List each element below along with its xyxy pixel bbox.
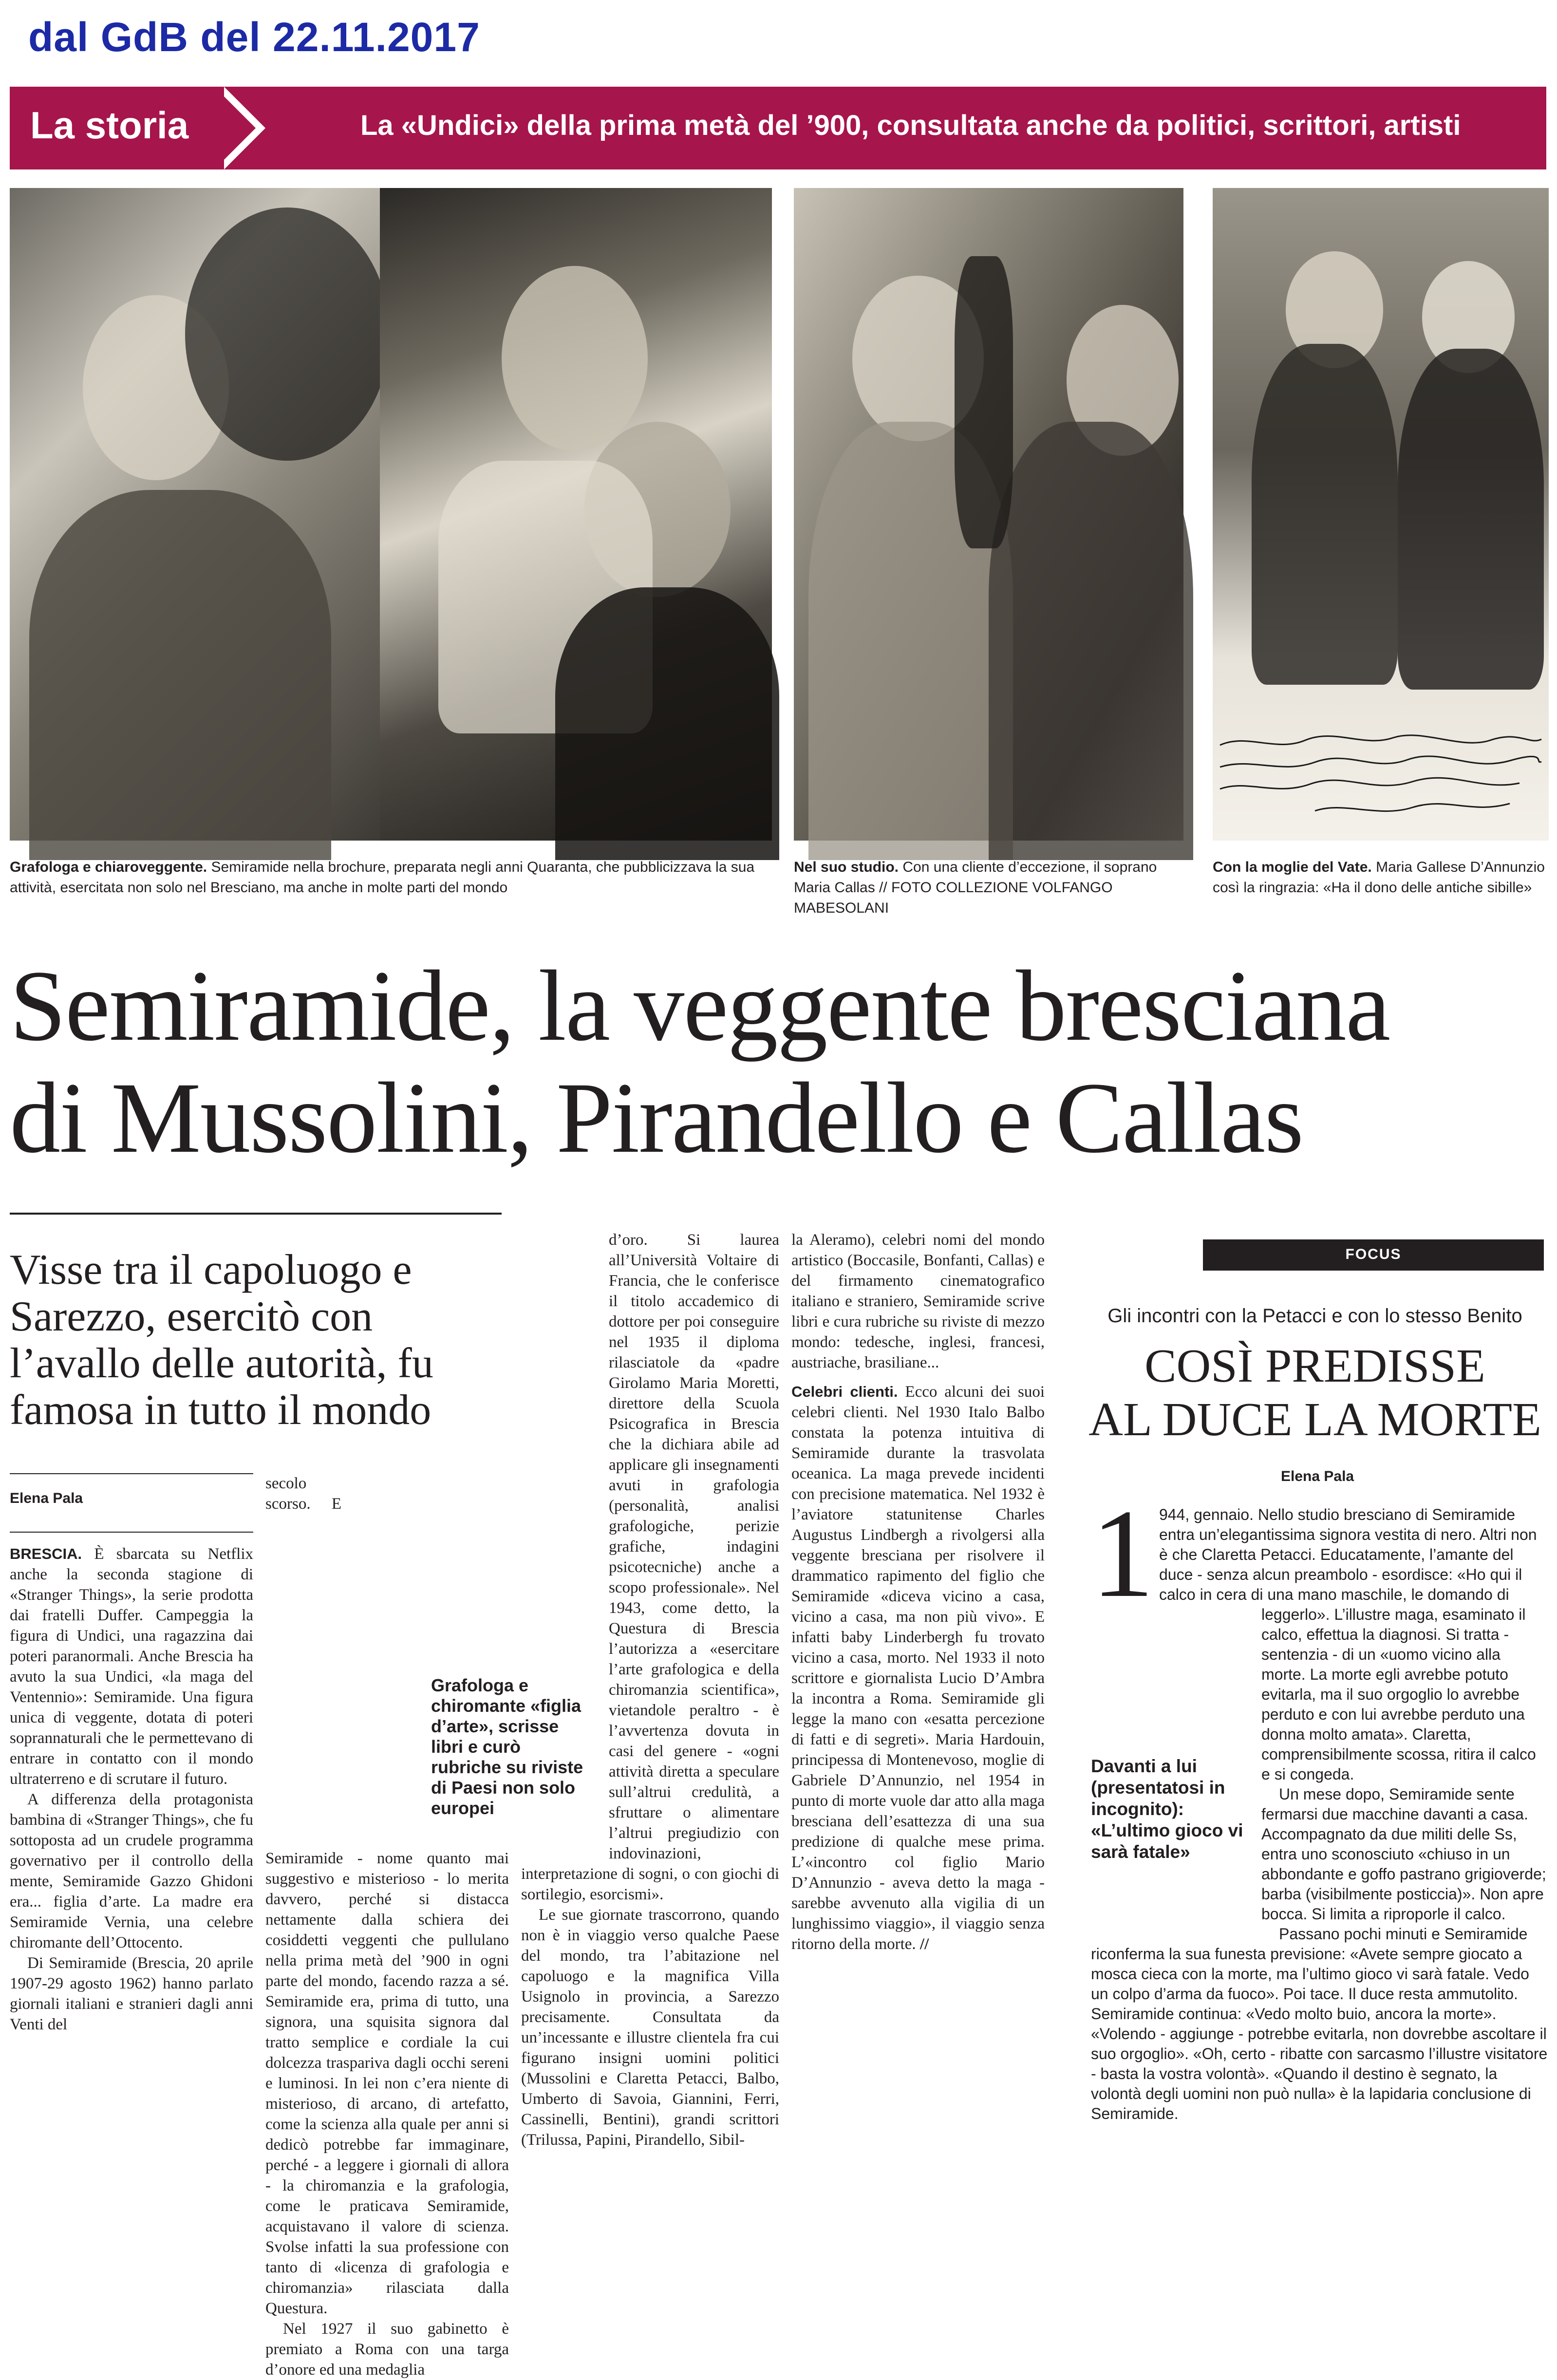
focus-label-box <box>1203 1239 1544 1271</box>
paragraph-text: Ecco alcuni dei suoi celebri clienti. Nel 1930 Italo Balbo constata la potenza intuitiva di Semiramide durante la trasvolata oceanica. La maga prevede incidenti con precisione matematica. Nel 1932 è l’aviatore statunitense Charles Augustus Lindbergh a rivolgersi alla veggente bresciana per risolvere il drammatico rapimento del figlio che Semiramide «diceva vicino a casa, vicino a casa, ma non più vivo». E infatti baby Linderbergh fu trovato vicino a casa, morto. Nel 1933 il noto scrittore e giornalista Lucio D’Ambra la incontra a Roma. Semiramide gli legge la mano con «esatta percezione di fatti e di segreti». Maria Hardouin, principessa di Montenevoso, moglie di Gabriele D’Annunzio, nel 1954 in punto di morte vuole dar atto alla maga bresciana dell’esattezza di una sua predizione di qualche mese prima. L’«incontro col figlio Mario D’Annunzio - aveva detto la maga - sarebbe avvenuto alla vigilia di un lunghissimo viaggio», il viaggio senza ritorno della morte. <box>791 1383 1045 1953</box>
focus-dropcap: 1 <box>1091 1483 1154 1624</box>
paragraph: Nel 1927 il suo gabinetto è premiato a Roma con una targa d’onore ed una medaglia <box>265 2320 509 2379</box>
handwritten-dedication-signature <box>1218 731 1544 823</box>
focus-byline: Elena Pala <box>1281 1468 1354 1484</box>
photo-palm-reading <box>380 188 772 841</box>
byline-rule-top <box>10 1473 253 1474</box>
paragraph-text: È sbarcata su Netflix anche la seconda stagione di «Stranger Things», la serie prodotta dai fratelli Duffer. Campeggia la figura di Undici, una ragazzina dai poteri paranormali. Anche Brescia ha avuto la sua Undici, «la maga del Ventennio»: Semiramide. Una figura unica di veggente, dotata di poteri soprannaturali che le permettevano di entrare in contatto con il mondo ultraterreno e di scrutare il futuro. <box>10 1545 253 1788</box>
byline-rule-bottom <box>10 1532 253 1533</box>
photo-caption-3 <box>1213 857 1549 898</box>
paragraph: d’oro. Si laurea all’Università Voltaire di Francia, che le conferisce il titolo accademico di dottore per poi conseguire nel 1935 il diploma rilasciatole da «padre Girolamo Maria Moretti, direttore della Scuola Psicografica in Brescia che la dichiara abile ad applicare gli insegnamenti avuti in grafologia (personalità, analisi grafologiche, perizie grafiche, indagini psicotecniche) anche a scopo professionale». Nel 1943, come detto, la Questura di Brescia l’autorizza a «esercitare l’arte grafologica e della chiromanzia scientifica», vietandole peraltro - è l’avvertenza dovuta in casi del genere - «ogni attività diretta a speculare sull’altrui credulità, a sfruttare o alimentare l’altrui pregiudizio con indovinazioni, interpretazione di sogni, o con giochi di sortilegio, esorcismi». <box>521 1231 779 1903</box>
focus-title <box>1081 1339 1549 1446</box>
article-column-4 <box>791 1230 1045 2162</box>
headline-line-1: Semiramide, la veggente bresciana <box>10 950 1390 1062</box>
paragraph: secolo scorso. E Semiramide - nome quanto mai suggestivo e misterioso - lo merita davvero, perché si distacca nettamente dalla schiera dei cosiddetti veggenti che pullulano nella prima metà del ’900 in ogni parte del mondo, facendo razza a sé. Semiramide era, prima di tutto, una signora, una squisita signora dal tratto semplice e cordiale la cui dolcezza traspariva dagli occhi sereni e luminosi. In lei non c’era niente di misterioso, di arcano, di artefatto, come la scienza alla quale per anni si dedicò potrebbe far immaginare, perché - a leggere i giornali di allora - la chiromanzia e la grafologia, come le praticava Semiramide, acquistavano il valore di scienza. Svolse infatti la sua professione con tanto di «licenza di grafologia e chiromanzia» rilasciata dalla Questura. <box>265 1475 509 2317</box>
dateline: BRESCIA. <box>10 1545 82 1562</box>
main-headline <box>10 950 1549 1174</box>
photo-caption-2 <box>794 857 1183 918</box>
deck-rule <box>10 1213 502 1215</box>
end-mark: // <box>919 1935 929 1953</box>
caption-1-text: Semiramide nella brochure, preparata negli anni Quaranta, che pubblicizzava la sua attività, esercitata non solo nel Bresciano, ma anche in molte parti del mondo <box>10 859 755 896</box>
pull-quote: Grafologa e chiromante «figlia d’arte», scrisse libri e curò rubriche su riviste di Paesi non solo europei <box>431 1675 583 1818</box>
article-byline: Elena Pala <box>10 1490 83 1506</box>
paragraph: Di Semiramide (Brescia, 20 aprile 1907-29 agosto 1962) hanno parlato giornali italiani e stranieri dagli anni Venti del <box>10 1954 253 2033</box>
focus-label: FOCUS <box>1345 1246 1402 1262</box>
caption-1-lead: Grafologa e chiaroveggente. <box>10 859 207 875</box>
caption-3-text: Maria Gallese D’Annunzio così la ringrazia: «Ha il dono delle antiche sibille» <box>1213 859 1545 896</box>
focus-pull-quote: Davanti a lui (presentatosi in incognito): «L’ultimo gioco vi sarà fatale» <box>1091 1756 1243 1862</box>
source-date-line: dal GdB del 22.11.2017 <box>28 14 480 60</box>
section-banner <box>10 87 1546 169</box>
caption-3-lead: Con la moglie del Vate. <box>1213 859 1372 875</box>
subhead-celebri-clienti: Celebri clienti. <box>791 1383 898 1400</box>
headline-line-2: di Mussolini, Pirandello e Callas <box>10 1062 1303 1174</box>
focus-kicker: Gli incontri con la Petacci e con lo stesso Benito <box>1107 1305 1522 1327</box>
focus-title-line-2: AL DUCE LA MORTE <box>1088 1393 1541 1446</box>
dropcap-spacer <box>1091 1505 1159 1612</box>
focus-title-line-1: COSÌ PREDISSE <box>1144 1340 1485 1392</box>
article-column-1 <box>10 1544 253 2162</box>
paragraph: la Aleramo), celebri nomi del mondo artistico (Boccasile, Bonfanti, Callas) e del firmamento cinematografico italiano e straniero, Semiramide scrive libri e cura rubriche su riviste di mezzo mondo: tedesche, inglesi, francesi, austriache, brasiliane... <box>791 1231 1045 1371</box>
focus-paragraph: 944, gennaio. Nello studio bresciano di Semiramide entra un’elegantissima signora vestita di nero. Altri non è che Claretta Petacci. Educatamente, l’amante del duce - senza alcun preambolo - esordisce: «Ho qui il calco in cera di una mano maschile, le domando di leggerlo». L’illustre maga, esaminato il calco, effettua la diagnosi. Si tratta - sentenzia - di un «uomo vicino alla morte. La morte egli avrebbe potuto evitarla, ma il suo orgoglio lo avrebbe perduto e con lui avrebbe perduto una donna molto amata». Claretta, comprensibilmente scossa, ritira il calco e si congeda. <box>1159 1506 1537 1783</box>
paragraph <box>10 1544 253 1789</box>
focus-paragraph: Un mese dopo, Semiramide sente fermarsi due macchine davanti a casa. Accompagnato da due militi delle Ss, entra uno sconosciuto «chiuso in un abbondante e goffo pastrano grigioverde; barba (visibilmente posticcia)». Non apre bocca. Si limita a riproporle il calco. <box>1261 1785 1546 1923</box>
banner-arrow-inner <box>214 87 256 169</box>
caption-2-text: Con una cliente d’eccezione, il soprano Maria Callas // FOTO COLLEZIONE VOLFANGO MABESOLANI <box>794 859 1157 916</box>
section-subtitle: La «Undici» della prima metà del ’900, consultata anche da politici, scrittori, artisti <box>360 110 1461 141</box>
paragraph: A differenza della protagonista bambina di «Stranger Things», che fu sottoposta ad un crudele programma governativo per il controllo della mente, Semiramide Gazzo Ghidoni era... figlia d’arte. La madre era Semiramide Vernia, una celebre chiromante dell’Ottocento. <box>10 1791 253 1951</box>
photo-studio-callas <box>794 188 1183 841</box>
focus-paragraph: Passano pochi minuti e Semiramide riconferma la sua funesta previsione: «Avete sempre giocato a mosca cieca con la morte, ma l’ultimo gioco vi sarà fatale. Vedo un colpo d’arma da fuoco». Poi tace. Il duce resta ammutolito. Semiramide continua: «Vedo molto buio, ancora la morte». «Volendo - aggiunge - potrebbe evitarla, non dovrebbe ascoltare il suo orgoglio». «Oh, certo - ribatte con sarcasmo l’illustre visitatore - basta la vostra volontà». «Quando il destino è segnato, la volontà degli uomini non può nulla» è la lapidaria conclusione di Semiramide. <box>1091 1925 1548 2122</box>
paragraph <box>791 1382 1045 1954</box>
photo-caption-1 <box>10 857 769 898</box>
article-deck: Visse tra il capoluogo e Sarezzo, esercitò con l’avallo delle autorità, fu famosa in tutto il mondo <box>10 1246 433 1434</box>
section-label: La storia <box>30 104 189 147</box>
caption-2-lead: Nel suo studio. <box>794 859 899 875</box>
paragraph: Le sue giornate trascorrono, quando non è in viaggio verso qualche Paese del mondo, tra l’abitazione nel capoluogo e la magnifica Villa Usignolo in provincia, a Sarezzo precisamente. Consultata da un’incessante e illustre clientela fra cui figurano insigni uomini politici (Mussolini e Claretta Petacci, Balbo, Umberto di Savoia, Giannini, Ferri, Cassinelli, Bentini), grandi scrittori (Trilussa, Papini, Pirandello, Sibil- <box>521 1906 779 2149</box>
photo-grafologa-portrait <box>10 188 380 841</box>
